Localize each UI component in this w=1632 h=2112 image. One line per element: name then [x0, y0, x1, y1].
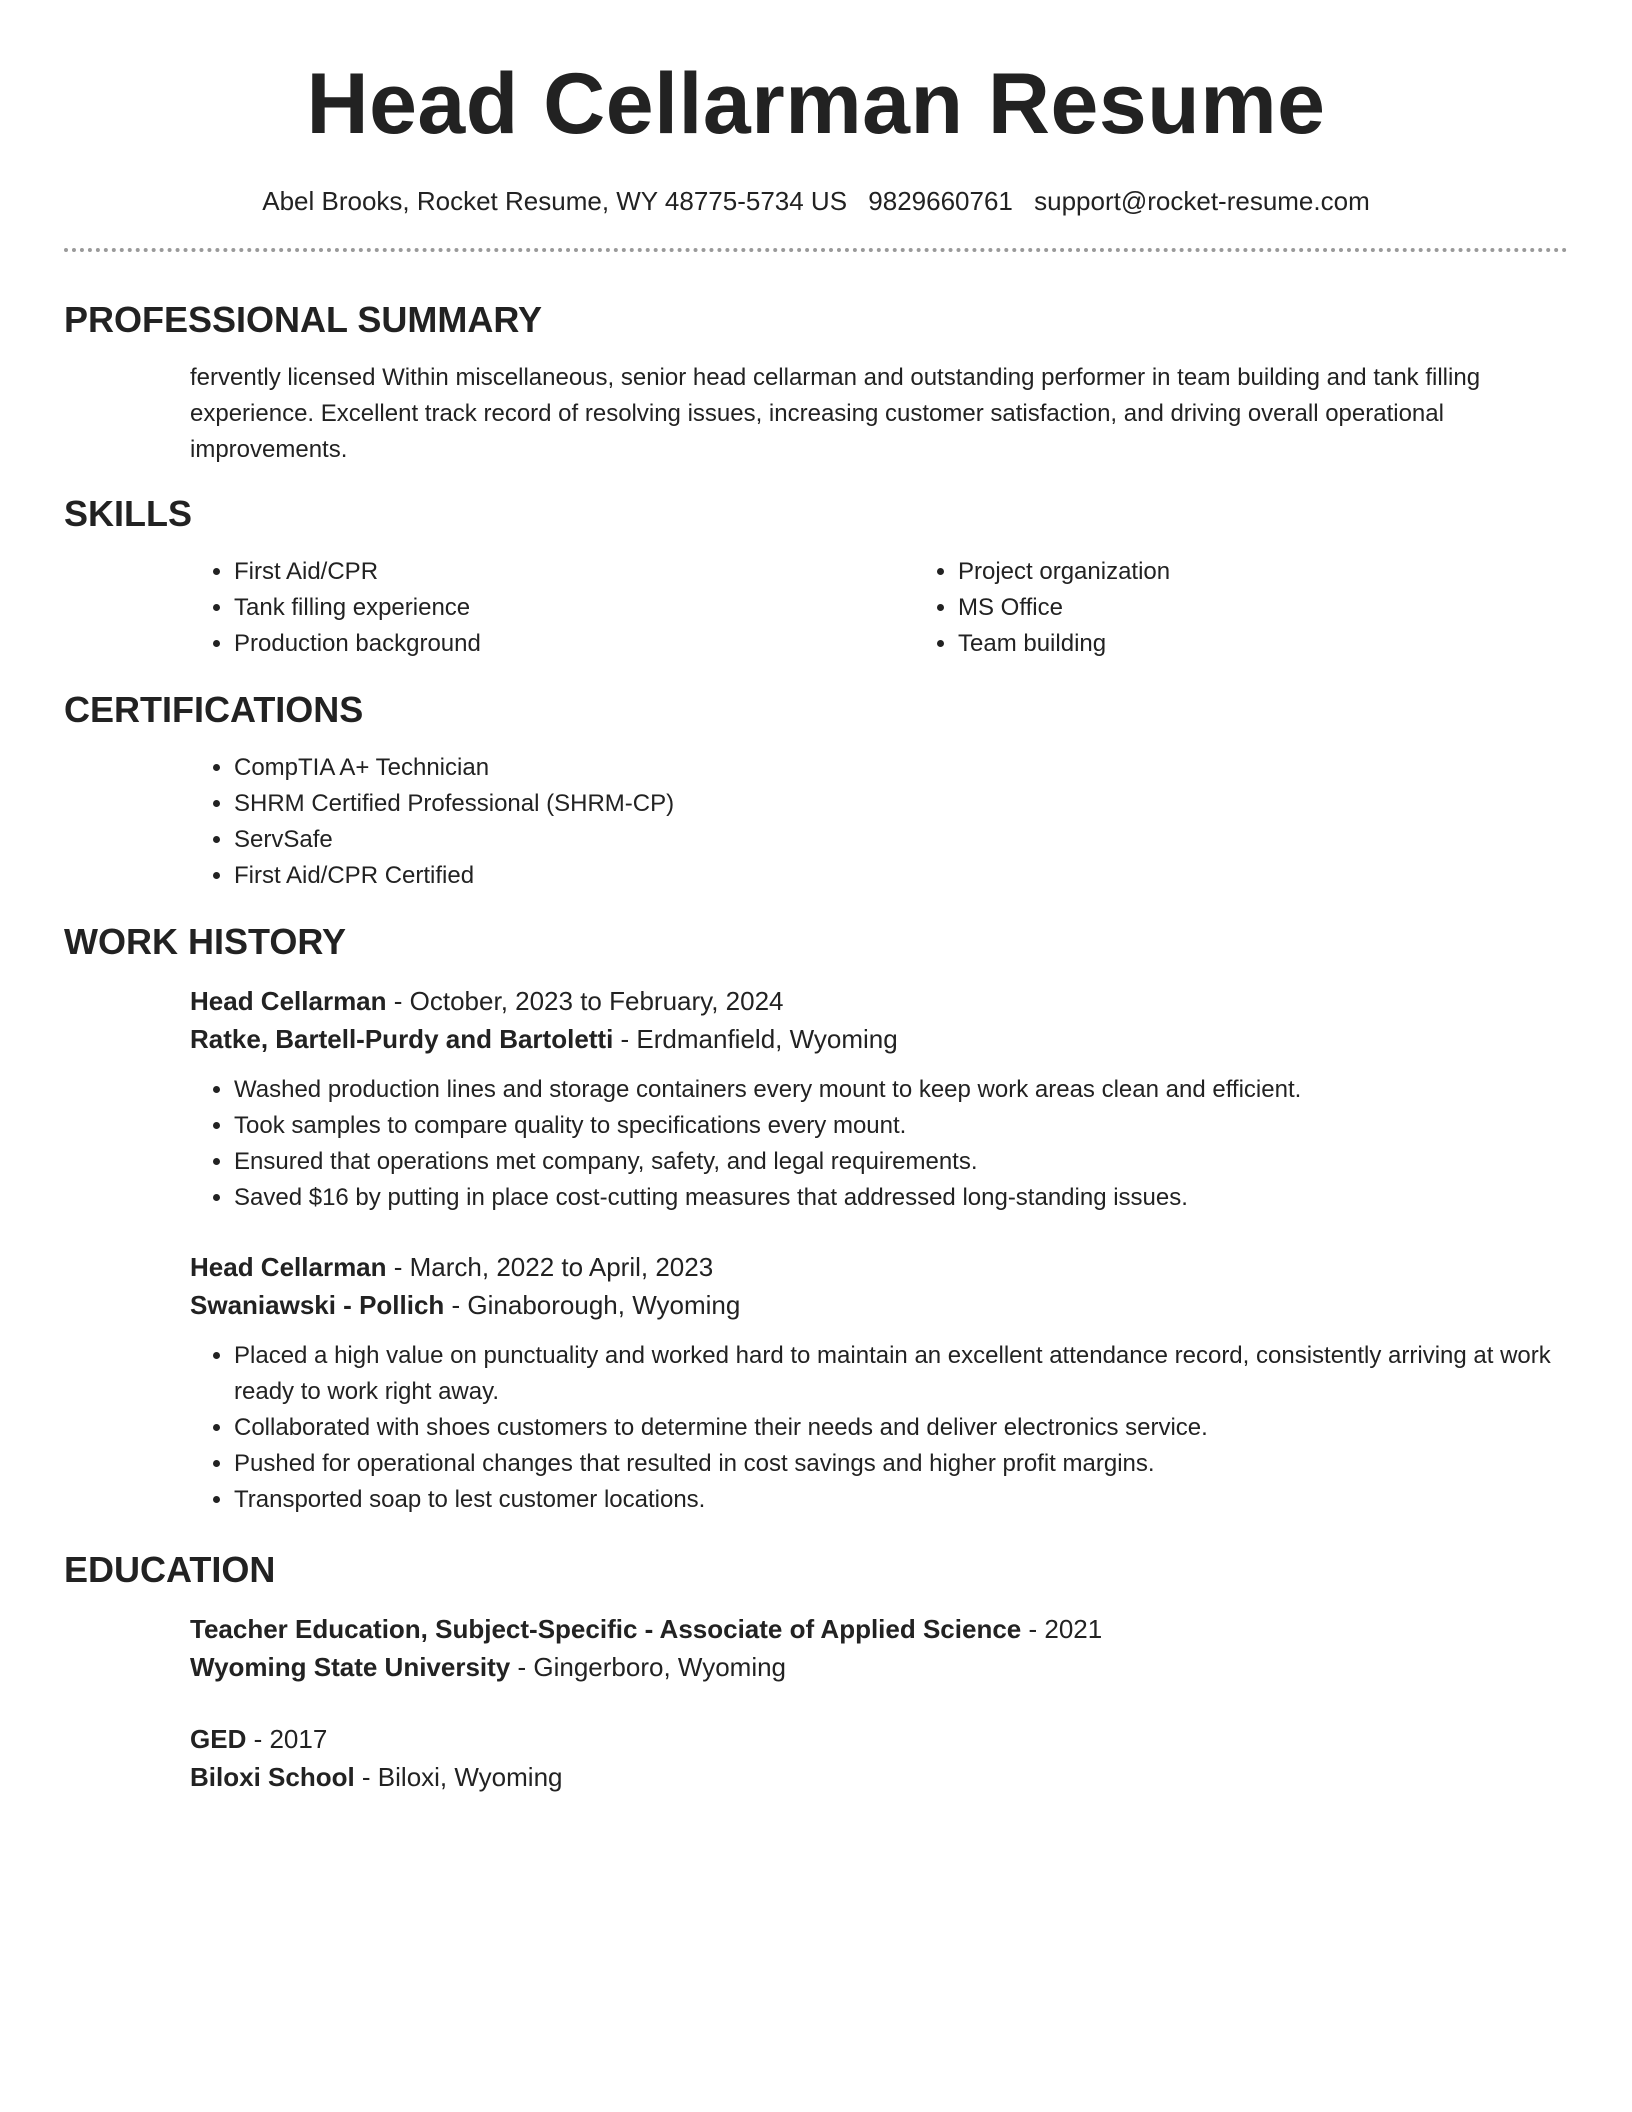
contact-phone: 9829660761	[868, 186, 1013, 216]
job-company-line	[190, 1286, 1568, 1324]
job-bullet: • Collaborated with shoes customers to determine their needs and deliver electronics service.	[234, 1410, 1568, 1446]
job-bullet: • Ensured that operations met company, safety, and legal requirements.	[234, 1144, 1568, 1180]
job-location: - Ginaborough, Wyoming	[444, 1290, 741, 1320]
job-bullet: • Took samples to compare quality to specifications every mount.	[234, 1108, 1568, 1144]
job-dates: - March, 2022 to April, 2023	[386, 1252, 714, 1282]
certification-item: • SHRM Certified Professional (SHRM-CP)	[234, 786, 1568, 822]
work-history-section	[64, 920, 1568, 1518]
education-degree-line	[190, 1610, 1568, 1648]
education-school: Biloxi School	[190, 1762, 355, 1792]
header-divider	[64, 248, 1568, 252]
job-dates: - October, 2023 to February, 2024	[386, 986, 784, 1016]
certifications-heading: CERTIFICATIONS	[64, 689, 364, 730]
certifications-body	[64, 750, 1568, 894]
job-title-line	[190, 982, 1568, 1020]
education-entry	[64, 1720, 1568, 1796]
certification-item: • CompTIA A+ Technician	[234, 750, 1568, 786]
education-year: - 2017	[246, 1724, 328, 1754]
education-degree: GED	[190, 1724, 247, 1754]
summary-section	[64, 298, 1568, 468]
job-bullet: • Pushed for operational changes that resulted in cost savings and higher profit margins.	[234, 1446, 1568, 1482]
job-title: Head Cellarman	[190, 986, 387, 1016]
education-location: - Gingerboro, Wyoming	[510, 1652, 787, 1682]
resume-title: Head Cellarman Resume	[306, 56, 1326, 152]
education-degree: Teacher Education, Subject-Specific - Associate of Applied Science	[190, 1614, 1022, 1644]
certifications-section	[64, 688, 1568, 894]
skill-item: • First Aid/CPR	[234, 554, 914, 590]
job-bullet: • Saved $16 by putting in place cost-cutting measures that addressed long-standing issues.	[234, 1180, 1568, 1216]
education-entry	[64, 1610, 1568, 1686]
certification-item: • First Aid/CPR Certified	[234, 858, 1568, 894]
contact-address: Abel Brooks, Rocket Resume, WY 48775-5734 US	[262, 186, 848, 216]
skill-item: • Project organization	[958, 554, 1632, 590]
job-location: - Erdmanfield, Wyoming	[613, 1024, 898, 1054]
job-entry	[64, 1248, 1568, 1518]
job-bullet: • Washed production lines and storage containers every mount to keep work areas clean and efficient.	[234, 1072, 1568, 1108]
skill-item: • Tank filling experience	[234, 590, 914, 626]
skills-section	[64, 492, 1568, 662]
skills-heading: SKILLS	[64, 493, 193, 534]
work-history-heading: WORK HISTORY	[64, 921, 347, 962]
summary-text: fervently licensed Within miscellaneous, senior head cellarman and outstanding performer in team building and tank filling experience. Excellent track record of resolving issues, increasing customer satisfaction, and driving overall operational improvements.	[190, 364, 1481, 463]
job-bullets	[190, 1338, 1568, 1518]
education-school: Wyoming State University	[190, 1652, 511, 1682]
education-heading: EDUCATION	[64, 1549, 276, 1590]
job-company: Swaniawski - Pollich	[190, 1290, 445, 1320]
certification-item: • ServSafe	[234, 822, 1568, 858]
education-school-line	[190, 1648, 1568, 1686]
skill-item: • Production background	[234, 626, 914, 662]
education-school-line	[190, 1758, 1568, 1796]
skills-list-left	[190, 554, 914, 662]
job-company-line	[190, 1020, 1568, 1058]
education-location: - Biloxi, Wyoming	[354, 1762, 563, 1792]
skill-item: • Team building	[958, 626, 1632, 662]
job-entry	[64, 982, 1568, 1216]
job-bullets	[190, 1072, 1568, 1216]
job-company: Ratke, Bartell-Purdy and Bartoletti	[190, 1024, 614, 1054]
certifications-list	[190, 750, 1568, 894]
job-title: Head Cellarman	[190, 1252, 387, 1282]
education-degree-line	[190, 1720, 1568, 1758]
job-title-line	[190, 1248, 1568, 1286]
education-section	[64, 1548, 1568, 1796]
job-bullet: • Placed a high value on punctuality and worked hard to maintain an excellent attendance record, consistently arriving at work ready to work right away.	[234, 1338, 1568, 1410]
education-year: - 2021	[1021, 1614, 1103, 1644]
skills-grid	[64, 554, 1568, 662]
summary-body	[64, 360, 1568, 468]
summary-heading: PROFESSIONAL SUMMARY	[64, 299, 543, 340]
job-bullet: • Transported soap to lest customer locations.	[234, 1482, 1568, 1518]
contact-line	[64, 184, 1568, 218]
skills-list-right	[914, 554, 1632, 662]
skill-item: • MS Office	[958, 590, 1632, 626]
contact-email: support@rocket-resume.com	[1034, 186, 1370, 216]
